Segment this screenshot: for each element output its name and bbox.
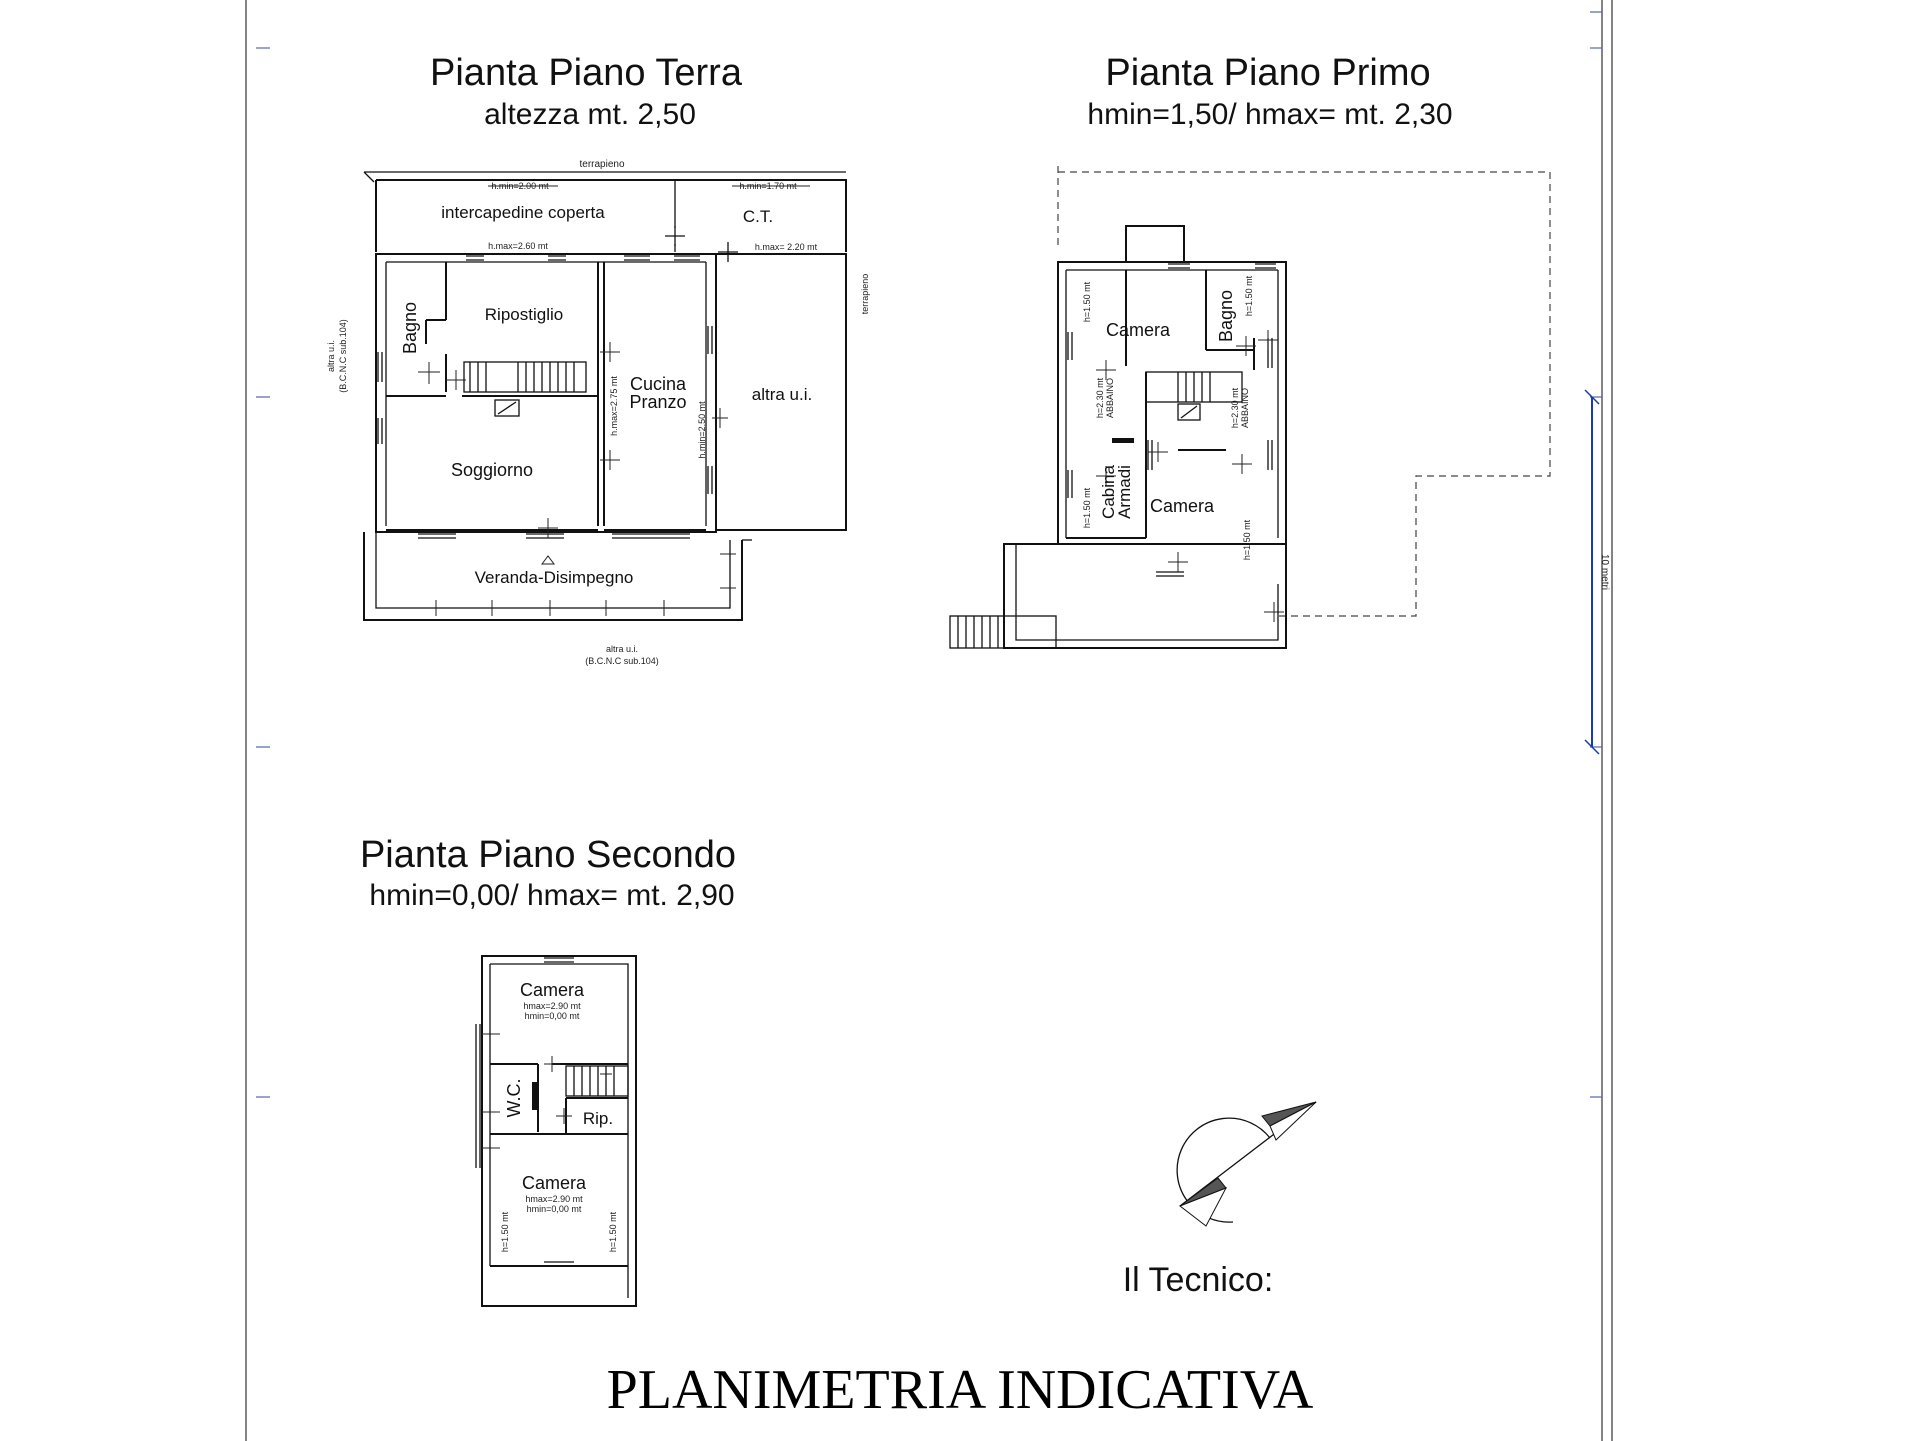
- bottom-altra-ui-line1: altra u.i.: [605, 644, 639, 654]
- second-floor-subtitle: hmin=0,00/ hmax= mt. 2,90: [369, 879, 735, 912]
- intercapedine-label: intercapedine coperta: [441, 203, 605, 222]
- hmin-250-label: h.min=2.50 mt: [697, 401, 707, 459]
- h230-b-label: h=2.30 mt: [1230, 387, 1240, 429]
- north-arrow-icon: [1177, 1102, 1316, 1226]
- scale-bar: [1585, 390, 1610, 754]
- cabina-label: Cabina: [1099, 465, 1118, 519]
- first-floor-subtitle: hmin=1,50/ hmax= mt. 2,30: [1087, 98, 1453, 131]
- h150-a-label: h=1.50 mt: [1082, 281, 1092, 323]
- signature-label: Il Tecnico:: [1122, 1261, 1274, 1299]
- ct-label: C.T.: [742, 207, 774, 226]
- left-altra-ui-line2: (B.C.N.C sub.104): [338, 319, 348, 393]
- ripostiglio-label: Ripostiglio: [484, 305, 564, 324]
- left-altra-ui-line1: altra u.i.: [326, 339, 336, 373]
- bagno-label: Bagno: [400, 301, 420, 355]
- ground-floor-plan: [326, 52, 870, 666]
- bagno-label: Bagno: [1216, 289, 1236, 343]
- hmax-260-label: h.max=2.60 mt: [488, 241, 548, 251]
- hmax-220-label: h.max= 2.20 mt: [754, 242, 818, 252]
- armadi-label: Armadi: [1115, 465, 1134, 519]
- h150-c-label: h=1.50 mt: [1082, 487, 1092, 529]
- sheet-title: PLANIMETRIA INDICATIVA: [606, 1359, 1314, 1421]
- hmin-200-label: h.min=2.00 mt: [491, 181, 549, 191]
- h230-a-label: h=2.30 mt: [1095, 377, 1105, 419]
- ground-floor-title: Pianta Piano Terra: [430, 52, 742, 94]
- h230-b-sub-label: ABBAINO: [1240, 387, 1250, 429]
- soggiorno-label: Soggiorno: [450, 460, 534, 480]
- h150-left-label: h=1.50 mt: [500, 1211, 510, 1253]
- h150-right-label: h=1.50 mt: [608, 1211, 618, 1253]
- first-floor-plan: [950, 52, 1550, 648]
- bottom-altra-ui-line2: (B.C.N.C sub.104): [585, 656, 659, 666]
- terrapieno-side-label: terrapieno: [860, 273, 870, 315]
- hmax-275-label: h.max=2.75 mt: [609, 376, 619, 436]
- camera-top-label: Camera: [519, 980, 585, 1000]
- altra-ui-label: altra u.i.: [751, 385, 813, 404]
- scale-bar-label: 10 metri: [1599, 553, 1610, 591]
- cucina-label: Cucina: [629, 374, 687, 394]
- veranda-label: Veranda-Disimpegno: [474, 568, 634, 587]
- first-floor-title: Pianta Piano Primo: [1105, 52, 1431, 94]
- camera-bottom-label: Camera: [521, 1173, 587, 1193]
- h150-d-label: h=1.50 mt: [1242, 519, 1252, 561]
- ground-floor-subtitle: altezza mt. 2,50: [484, 98, 696, 131]
- rip-label: Rip.: [582, 1109, 614, 1128]
- hmin-top-label: hmin=0,00 mt: [524, 1011, 580, 1021]
- second-floor-title: Pianta Piano Secondo: [359, 834, 737, 876]
- terrapieno-top-label: terrapieno: [579, 159, 625, 170]
- second-floor-plan: [360, 834, 736, 1306]
- hmin-bottom-label: hmin=0,00 mt: [526, 1204, 582, 1214]
- h230-a-sub-label: ABBAINO: [1105, 377, 1115, 419]
- hmax-bottom-label: hmax=2.90 mt: [525, 1194, 583, 1204]
- pranzo-label: Pranzo: [629, 392, 687, 412]
- camera-bottom-label: Camera: [1149, 496, 1215, 516]
- hmax-top-label: hmax=2.90 mt: [523, 1001, 581, 1011]
- wc-label: W.C.: [504, 1078, 524, 1118]
- camera-top-label: Camera: [1105, 320, 1171, 340]
- h150-b-label: h=1.50 mt: [1244, 275, 1254, 317]
- hmin-170-label: h.min=1.70 mt: [739, 181, 797, 191]
